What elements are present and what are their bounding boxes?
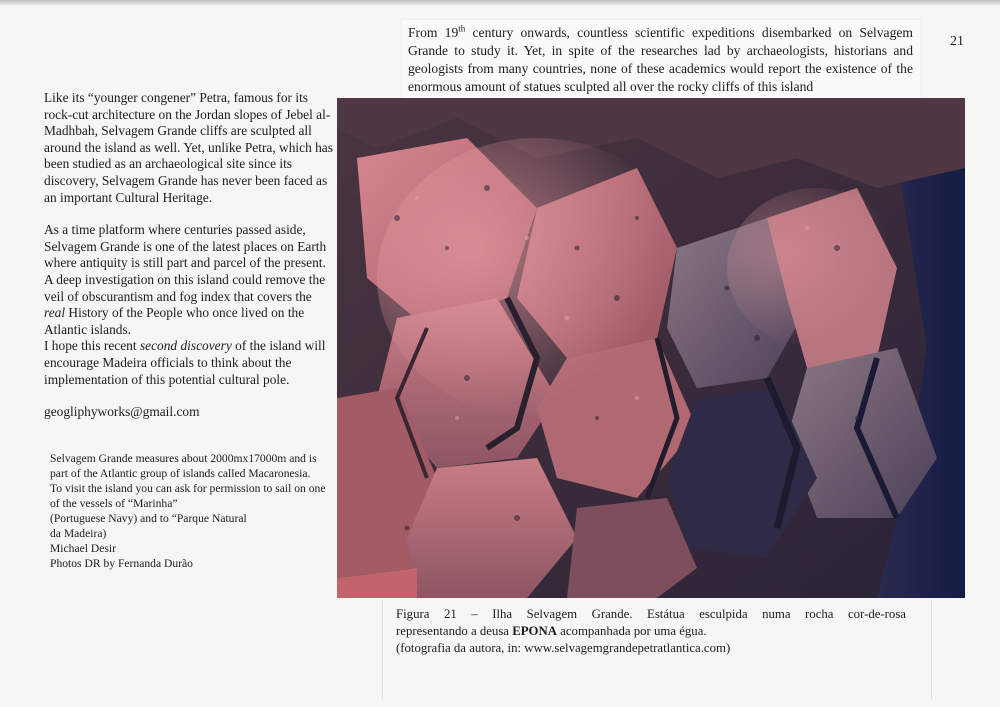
top-paragraph-text-start: From 19	[408, 25, 459, 40]
ordinal-superscript: th	[458, 23, 466, 34]
page-number: 21	[950, 34, 964, 49]
text-span: History of the People who once lived on the Atlantic islands.	[44, 305, 305, 337]
text-span: of the island will encourage Madeira officials to think about the implementation of this potential cultural pole.	[44, 338, 326, 387]
figure-caption	[396, 606, 906, 657]
info-visit: To visit the island you can ask for permission to sail on one of the vessels of “Marinha”	[50, 482, 326, 510]
author-name: Michael Desir	[50, 542, 116, 555]
rock-photo-illustration	[337, 98, 965, 598]
island-info-column	[50, 451, 330, 571]
top-paragraph	[408, 24, 913, 96]
text-span: A deep investigation on this island could remove the veil of obscurantism and fog index that covers the	[44, 271, 326, 304]
text-span: representando a deusa	[396, 624, 513, 638]
paragraph-time-platform: As a time platform where centuries passed aside, Selvagem Grande is one of the latest places on Earth where antiquity is still part and parcel of the present.	[44, 222, 327, 271]
caption-goddess-name: EPONA	[512, 624, 557, 638]
info-measurements: Selvagem Grande measures about 2000mx17000m and is part of the Atlantic group of islands called Macaronesia.	[50, 452, 317, 480]
info-navy: (Portuguese Navy) and to “Parque Natural	[50, 512, 247, 525]
rock-cliff-photo	[337, 98, 965, 598]
caption-title: Figura 21 – Ilha Selvagem Grande. Estátua esculpida numa rocha cor-de-rosa	[396, 607, 906, 621]
scan-edge	[0, 0, 1000, 6]
caption-description	[396, 623, 906, 640]
left-column	[44, 90, 334, 421]
info-madeira: da Madeira)	[50, 527, 107, 540]
text-span: I hope this recent	[44, 338, 140, 354]
paragraph-petra: Like its “younger congener” Petra, famous for its rock-cut architecture on the Jordan slopes of Jebel al-Madhbah, Selvagem Grande cliffs are sculpted all around the island as well. Yet, unlike Petra, which has been studied as an archaeological site since its discovery, Selvagem Grande has never been faced as an important Cultural Heritage.	[44, 90, 333, 205]
paragraph-investigation	[44, 272, 334, 338]
caption-source: (fotografia da autora, in: www.selvagemgrandepetratlantica.com)	[396, 641, 731, 655]
paragraph-hope	[44, 338, 334, 388]
text-span: acompanhada por uma égua.	[556, 624, 707, 638]
emphasis-second-discovery: second discovery	[139, 338, 232, 354]
photo-credit: Photos DR by Fernanda Durão	[50, 557, 193, 570]
contact-email: geogliphyworks@gmail.com	[44, 404, 200, 420]
emphasis-real: real	[44, 305, 66, 321]
top-paragraph-text-rest: century onwards, countless scientific expeditions disembarked on Selvagem Grande to study it. Yet, in spite of the researches lad by archaeologists, historians and geologists from many countries, none of these academics would report the existence of the enormous amount of statues sculpted all over the rocky cliffs of this island	[408, 25, 913, 94]
